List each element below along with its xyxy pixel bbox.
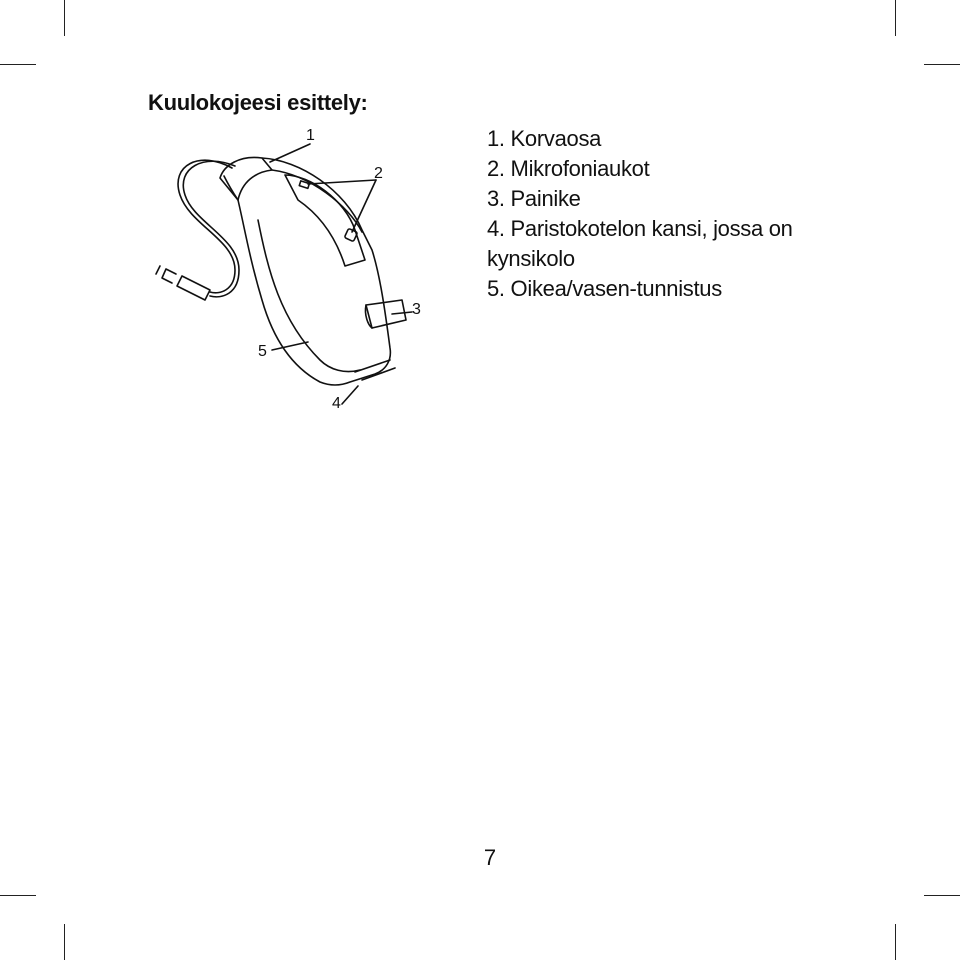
crop-mark-bottom-left-vertical: [64, 924, 65, 960]
crop-mark-bottom-right-horizontal: [924, 895, 960, 896]
callout-5: 5: [258, 343, 267, 360]
crop-mark-bottom-left-horizontal: [0, 895, 36, 896]
page-number: 7: [483, 845, 497, 870]
parts-list: [487, 124, 837, 304]
parts-list-item: 5. Oikea/vasen-tunnistus: [487, 276, 722, 301]
callout-4: 4: [332, 395, 341, 412]
callout-3: 3: [412, 301, 421, 318]
crop-mark-top-right-vertical: [895, 0, 896, 36]
parts-list-item: 1. Korvaosa: [487, 126, 602, 151]
section-heading: Kuulokojeesi esittely:: [148, 90, 368, 115]
crop-mark-top-left-vertical: [64, 0, 65, 36]
callout-1: 1: [306, 127, 315, 144]
hearing-aid-illustration-icon: [140, 120, 450, 420]
crop-mark-bottom-right-vertical: [895, 924, 896, 960]
callout-2: 2: [374, 165, 383, 182]
crop-mark-top-right-horizontal: [924, 64, 960, 65]
hearing-aid-figure: [140, 120, 450, 420]
parts-list-item: 3. Painike: [487, 186, 581, 211]
parts-list-item: 4. Paristokotelon kansi, jossa on kynsikolo: [487, 216, 793, 271]
crop-mark-top-left-horizontal: [0, 64, 36, 65]
parts-list-item: 2. Mikrofoniaukot: [487, 156, 650, 181]
